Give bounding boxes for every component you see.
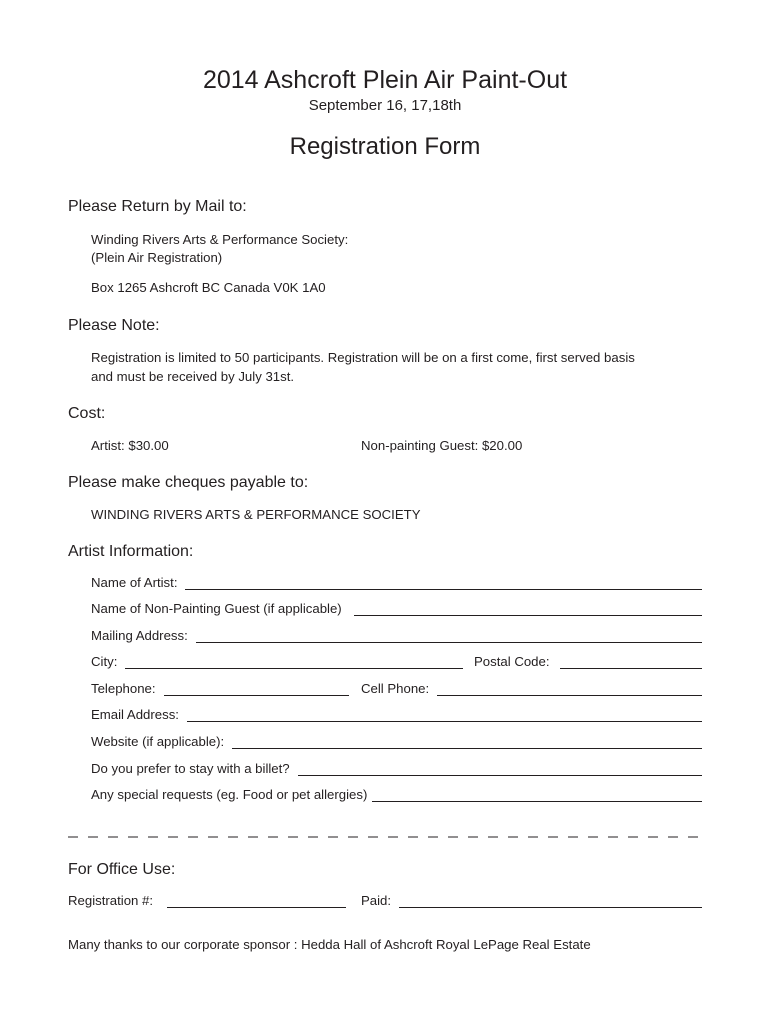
mailing-address-field[interactable]: [91, 628, 702, 643]
registration-number-field[interactable]: [68, 893, 346, 908]
telephone-label: Telephone:: [91, 681, 156, 696]
cost-guest: Non-painting Guest: $20.00: [361, 438, 523, 453]
city-field[interactable]: [91, 654, 463, 669]
postal-code-line[interactable]: [560, 656, 702, 669]
guest-name-line[interactable]: [354, 603, 702, 616]
guest-name-field[interactable]: [91, 601, 702, 616]
page-title: 2014 Ashcroft Plein Air Paint-Out: [202, 66, 568, 94]
cost-artist: Artist: $30.00: [91, 438, 169, 453]
note-line-1: Registration is limited to 50 participants. Registration will be on a first come, first served basis: [91, 350, 635, 365]
cell-phone-label: Cell Phone:: [361, 681, 430, 696]
city-line[interactable]: [125, 656, 463, 669]
registration-number-label: Registration #:: [68, 893, 154, 908]
paid-field[interactable]: [361, 893, 702, 908]
special-requests-line[interactable]: [372, 789, 702, 802]
website-label: Website (if applicable):: [91, 734, 225, 749]
guest-name-label: Name of Non-Painting Guest (if applicable): [91, 601, 342, 616]
billet-line[interactable]: [298, 763, 702, 776]
email-line[interactable]: [187, 709, 702, 722]
email-field[interactable]: [91, 707, 702, 722]
cheques-payee: WINDING RIVERS ARTS & PERFORMANCE SOCIETY: [91, 507, 421, 522]
mail-line-2: (Plein Air Registration): [91, 250, 223, 265]
office-heading: For Office Use:: [68, 861, 176, 878]
artist-name-line[interactable]: [185, 577, 702, 590]
telephone-line[interactable]: [164, 683, 349, 696]
note-line-2: and must be received by July 31st.: [91, 369, 295, 384]
website-line[interactable]: [232, 736, 702, 749]
mail-line-1: Winding Rivers Arts & Performance Society:: [91, 232, 349, 247]
sponsor-note: Many thanks to our corporate sponsor : Hedda Hall of Ashcroft Royal LePage Real Estate: [68, 937, 591, 952]
form-title: Registration Form: [289, 133, 481, 160]
event-dates: September 16, 17,18th: [308, 97, 462, 114]
note-heading: Please Note:: [68, 317, 160, 334]
mail-heading: Please Return by Mail to:: [68, 198, 247, 215]
city-label: City:: [91, 654, 118, 669]
cell-phone-field[interactable]: [361, 681, 702, 696]
cost-heading: Cost:: [68, 405, 106, 422]
registration-number-line[interactable]: [167, 895, 346, 908]
email-label: Email Address:: [91, 707, 179, 722]
postal-code-label: Postal Code:: [474, 654, 550, 669]
postal-code-field[interactable]: [474, 654, 702, 669]
artist-name-field[interactable]: [91, 575, 702, 590]
artist-info-heading: Artist Information:: [68, 543, 194, 560]
cheques-heading: Please make cheques payable to:: [68, 474, 309, 491]
artist-name-label: Name of Artist:: [91, 575, 178, 590]
paid-line[interactable]: [399, 895, 702, 908]
special-requests-label: Any special requests (eg. Food or pet allergies): [91, 787, 368, 802]
mail-address: Box 1265 Ashcroft BC Canada V0K 1A0: [91, 280, 326, 295]
special-requests-field[interactable]: [91, 787, 702, 802]
mailing-address-label: Mailing Address:: [91, 628, 188, 643]
mailing-address-line[interactable]: [196, 630, 702, 643]
billet-label: Do you prefer to stay with a billet?: [91, 761, 290, 776]
billet-field[interactable]: [91, 761, 702, 776]
website-field[interactable]: [91, 734, 702, 749]
paid-label: Paid:: [361, 893, 392, 908]
telephone-field[interactable]: [91, 681, 349, 696]
cell-phone-line[interactable]: [437, 683, 702, 696]
